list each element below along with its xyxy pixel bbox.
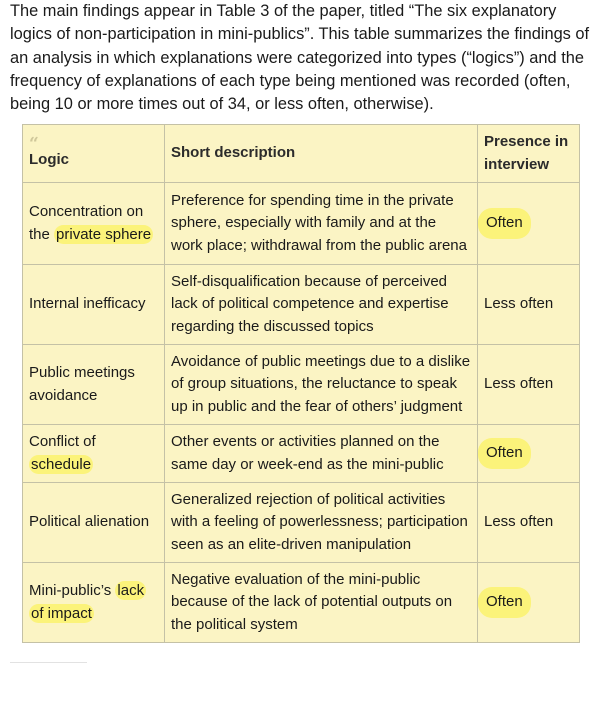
logic-text: Conflict of [29, 433, 96, 451]
table-header-row [23, 125, 580, 183]
presence-text: Less often [484, 295, 554, 313]
cell-presence [478, 563, 580, 643]
cell-logic [23, 183, 165, 265]
cell-presence [478, 483, 580, 563]
header-presence: Presence in interview [478, 125, 580, 183]
cell-logic [23, 483, 165, 563]
presence-highlight: Often [478, 587, 531, 617]
cell-description: Negative evaluation of the mini-public because of the lack of potential outputs on the political system [165, 563, 478, 643]
logic-highlight: private sphere [56, 225, 152, 243]
logic-highlight: lack of impact [31, 582, 145, 622]
presence-text: Less often [484, 375, 554, 393]
table-row [23, 345, 580, 425]
cell-presence [478, 345, 580, 425]
header-logic [23, 125, 165, 183]
table-row [23, 265, 580, 345]
cell-description: Avoidance of public meetings due to a dislike of group situations, the reluctance to speak up in public and the fear of others’ judgment [165, 345, 478, 425]
cell-description: Generalized rejection of political activities with a feeling of powerlessness; participation seen as an elite-driven manipulation [165, 483, 478, 563]
logic-text: Mini-public’s [29, 582, 116, 600]
findings-table [22, 124, 580, 643]
cell-presence [478, 265, 580, 345]
cell-description: Other events or activities planned on the same day or week-end as the mini-public [165, 425, 478, 483]
logic-text: Political alienation [29, 513, 150, 531]
table-row [23, 183, 580, 265]
logic-highlight: schedule [31, 455, 92, 473]
quote-icon: “ [29, 134, 39, 155]
logic-text: Public meetings avoidance [29, 364, 135, 404]
header-description: Short description [165, 125, 478, 183]
footer-divider [10, 662, 87, 663]
presence-highlight: Often [478, 438, 531, 468]
presence-text: Less often [484, 513, 554, 531]
cell-presence [478, 425, 580, 483]
table-row [23, 483, 580, 563]
logic-text: Internal inefficacy [29, 295, 146, 313]
table-row [23, 425, 580, 483]
cell-description: Self-disqualification because of perceived lack of political competence and expertise regarding the discussed topics [165, 265, 478, 345]
cell-logic [23, 425, 165, 483]
cell-logic [23, 563, 165, 643]
cell-description: Preference for spending time in the private sphere, especially with family and at the work place; withdrawal from the public arena [165, 183, 478, 265]
logic-text: Concentration on the [29, 203, 144, 243]
cell-logic [23, 265, 165, 345]
header-logic-label: Logic [29, 151, 69, 169]
cell-presence [478, 183, 580, 265]
presence-highlight: Often [478, 208, 531, 238]
intro-paragraph: The main findings appear in Table 3 of the paper, titled “The six explanatory logics of non-participation in mini-publics”. This table summarizes the findings of an analysis in which explanations were categorized into types (“logics”) and the frequency of explanations of each type being mentioned was recorded (often, being 10 or more times out of 34, or less often, otherwise). [10, 2, 590, 114]
cell-logic [23, 345, 165, 425]
table-row [23, 563, 580, 643]
